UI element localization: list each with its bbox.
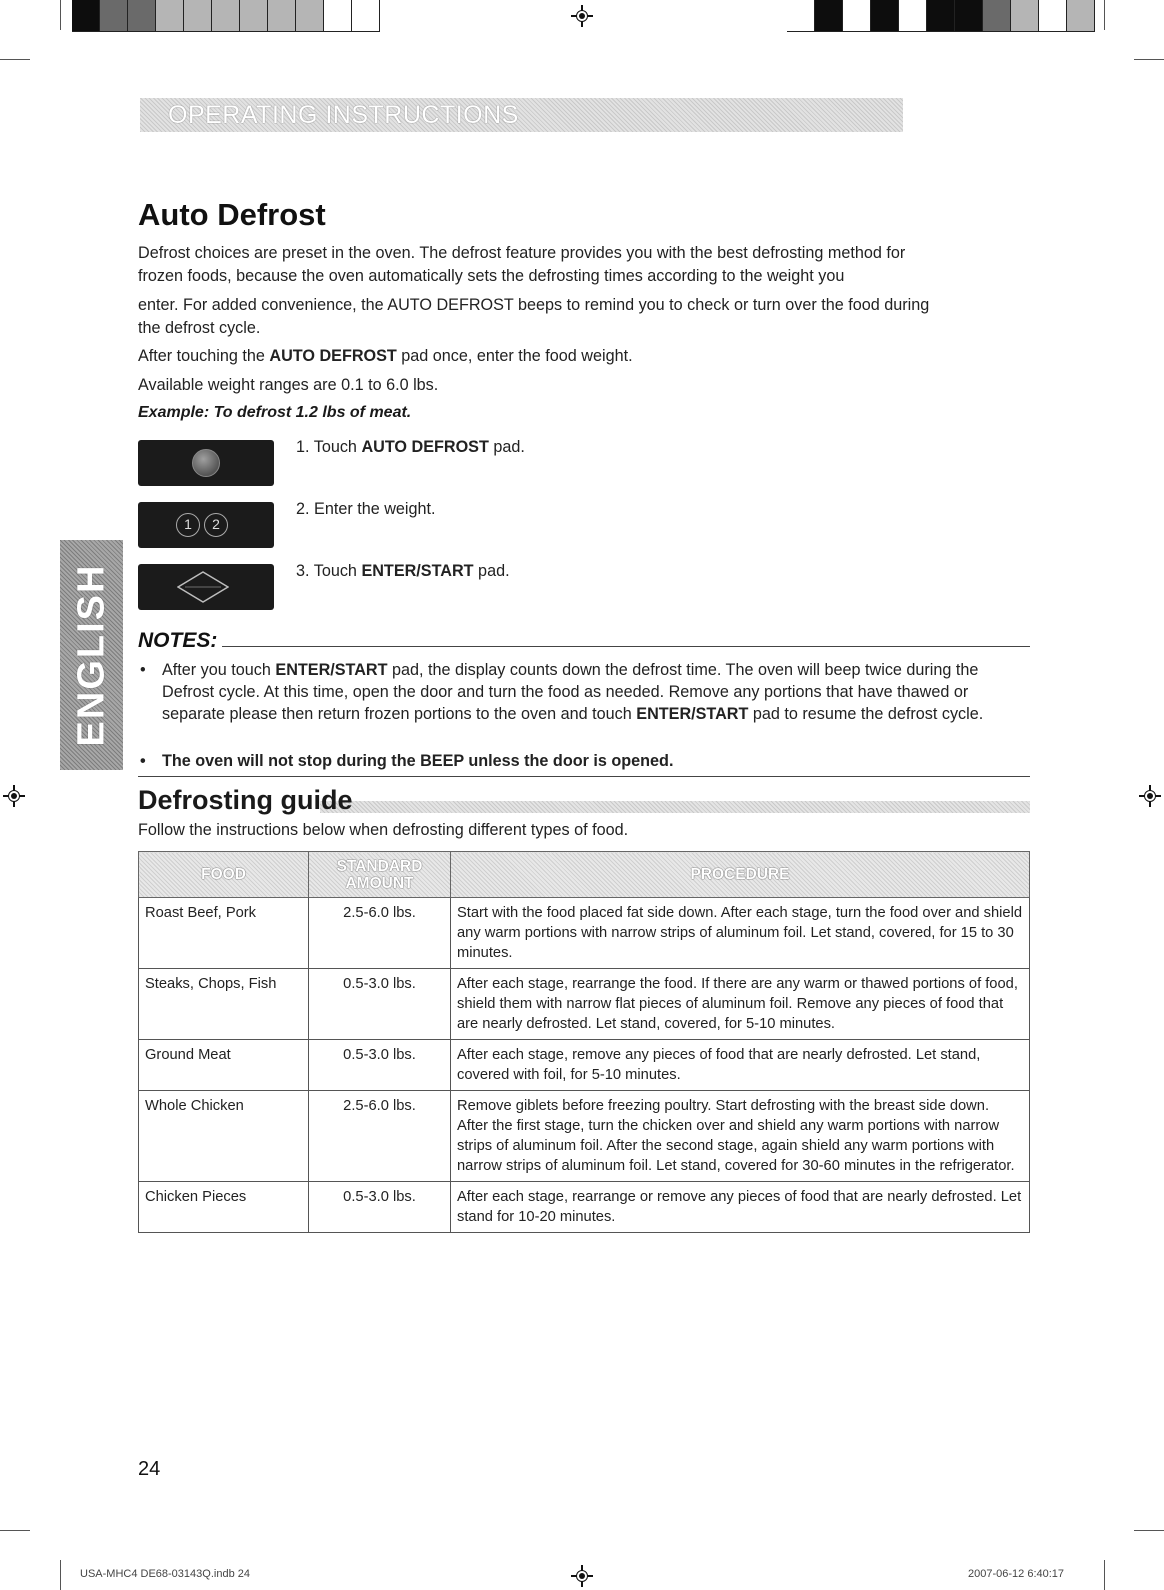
- step-keyword: AUTO DEFROST: [361, 438, 489, 456]
- table-row: [139, 1040, 1030, 1091]
- step-1: [296, 438, 525, 457]
- language-side-tab: [60, 540, 123, 770]
- text-fragment: pad, the display counts down the defrost time. The oven will beep twice during the Defrost cycle. At this time, open the door and turn the food as needed. Remove any portions that have thawed or separate please then return frozen portions to the oven and touch: [162, 661, 979, 723]
- notes-divider: [222, 646, 1030, 647]
- procedure-cell: After each stage, rearrange or remove any pieces of food that are nearly defrosted. Let stand for 10-20 minutes.: [451, 1182, 1030, 1233]
- table-row: [139, 969, 1030, 1040]
- note-1: [138, 659, 1030, 725]
- auto-defrost-button-icon: [192, 449, 220, 477]
- footer-timestamp: 2007-06-12 6:40:17: [968, 1568, 1065, 1580]
- amount-cell: 2.5-6.0 lbs.: [309, 1091, 451, 1182]
- page-number: 24: [138, 1458, 161, 1480]
- section-banner: [140, 98, 903, 132]
- enter-start-keyword: ENTER/START: [275, 661, 388, 679]
- step-number: 1.: [296, 438, 310, 456]
- table-row: [139, 898, 1030, 969]
- color-registration-strip-right: [787, 0, 1095, 32]
- note-2: • The oven will not stop during the BEEP unless the door is opened.: [138, 750, 1030, 772]
- step-keyword: ENTER/START: [361, 562, 474, 580]
- text-fragment: pad.: [488, 438, 525, 456]
- food-cell: Roast Beef, Pork: [139, 898, 309, 969]
- intro-line-1: Defrost choices are preset in the oven. The defrost feature provides you with the best defrosting method for: [138, 244, 906, 262]
- crosshair-icon: [3, 785, 25, 807]
- language-side-tab-text: ENGLISH: [70, 563, 112, 747]
- trim-mark: [0, 59, 30, 60]
- example-heading: Example: To defrost 1.2 lbs of meat.: [138, 404, 412, 421]
- intro-line-2: frozen foods, because the oven automatically sets the defrosting times according to the weight you: [138, 267, 845, 285]
- text-fragment: pad.: [473, 562, 510, 580]
- trim-mark: [60, 1560, 61, 1590]
- food-cell: Steaks, Chops, Fish: [139, 969, 309, 1040]
- enter-start-keyword: ENTER/START: [636, 705, 749, 723]
- enter-start-pad-image: [138, 564, 274, 610]
- trim-mark: [60, 0, 61, 30]
- text-fragment: pad to resume the defrost cycle.: [748, 705, 984, 723]
- text-fragment: pad once, enter the food weight.: [396, 347, 633, 365]
- digit-2-button-icon: 2: [204, 513, 228, 537]
- table-header-row: [139, 852, 1030, 898]
- food-cell: Chicken Pieces: [139, 1182, 309, 1233]
- text-fragment: Touch: [313, 438, 362, 456]
- header-standard-amount: STANDARD AMOUNT: [309, 852, 451, 898]
- notes-heading: NOTES:: [138, 629, 218, 652]
- defrosting-guide-table: [138, 851, 1030, 1233]
- auto-defrost-keyword: AUTO DEFROST: [269, 347, 397, 365]
- auto-defrost-title: Auto Defrost: [138, 197, 326, 232]
- text-fragment: After you touch: [162, 661, 276, 679]
- text-fragment: After touching the: [138, 347, 270, 365]
- trim-mark: [1104, 0, 1105, 30]
- color-registration-strip-left: [72, 0, 380, 32]
- section-banner-text: OPERATING INSTRUCTIONS: [168, 101, 519, 129]
- text-fragment: Enter the weight.: [314, 500, 436, 518]
- table-row: [139, 1091, 1030, 1182]
- text-fragment: Touch: [313, 562, 362, 580]
- intro-paragraph-pad: [138, 345, 1030, 368]
- procedure-cell: After each stage, rearrange the food. If there are any warm or thawed portions of food, shield them with narrow flat pieces of aluminum foil. Remove any pieces of food that are nearly defrosted. Let stand, covered, for 5-10 minutes.: [451, 969, 1030, 1040]
- crosshair-icon: [1139, 785, 1161, 807]
- footer-filename: USA-MHC4 DE68-03143Q.indb 24: [80, 1568, 250, 1580]
- amount-cell: 0.5-3.0 lbs.: [309, 1182, 451, 1233]
- step-2: [296, 500, 436, 519]
- table-row: [139, 1182, 1030, 1233]
- trim-mark: [1134, 1530, 1164, 1531]
- crosshair-icon: [571, 5, 593, 27]
- defrosting-guide-title: Defrosting guide: [138, 785, 353, 815]
- guide-title-bar: [320, 801, 1030, 813]
- header-procedure: PROCEDURE: [451, 852, 1030, 898]
- food-cell: Ground Meat: [139, 1040, 309, 1091]
- food-cell: Whole Chicken: [139, 1091, 309, 1182]
- trim-mark: [1104, 1560, 1105, 1590]
- auto-defrost-pad-image: [138, 440, 274, 486]
- amount-cell: 0.5-3.0 lbs.: [309, 969, 451, 1040]
- trim-mark: [0, 1530, 30, 1531]
- step-3: [296, 562, 510, 581]
- step-number: 3.: [296, 562, 310, 580]
- procedure-cell: Start with the food placed fat side down. After each stage, turn the food over and shield any warm portions with narrow strips of aluminum foil. Let stand, covered, for 15 to 30 minutes.: [451, 898, 1030, 969]
- intro-line-3: enter. For added convenience, the AUTO DEFROST beeps to remind you to check or turn over the food during: [138, 296, 930, 314]
- enter-start-button-icon: [177, 571, 229, 603]
- guide-intro: Follow the instructions below when defrosting different types of food.: [138, 821, 629, 839]
- crosshair-icon: [571, 1565, 593, 1587]
- step-number: 2.: [296, 500, 310, 518]
- weight-range-text: Available weight ranges are 0.1 to 6.0 lbs.: [138, 376, 439, 394]
- intro-line-4: the defrost cycle.: [138, 319, 261, 337]
- notes-bottom-divider: [138, 776, 1030, 777]
- digit-1-button-icon: 1: [176, 513, 200, 537]
- procedure-cell: After each stage, remove any pieces of food that are nearly defrosted. Let stand, covered with foil, for 5-10 minutes.: [451, 1040, 1030, 1091]
- weight-digits-pad-image: [138, 502, 274, 548]
- procedure-cell: Remove giblets before freezing poultry. Start defrosting with the breast side down. After the first stage, turn the chicken over and shield any warm portions with narrow strips of aluminum foil. After the second stage, again shield any warm portions with narrow strips of aluminum foil. Let stand, covered for 30-60 minutes in the refrigerator.: [451, 1091, 1030, 1182]
- amount-cell: 2.5-6.0 lbs.: [309, 898, 451, 969]
- trim-mark: [1134, 59, 1164, 60]
- amount-cell: 0.5-3.0 lbs.: [309, 1040, 451, 1091]
- header-food: FOOD: [139, 852, 309, 898]
